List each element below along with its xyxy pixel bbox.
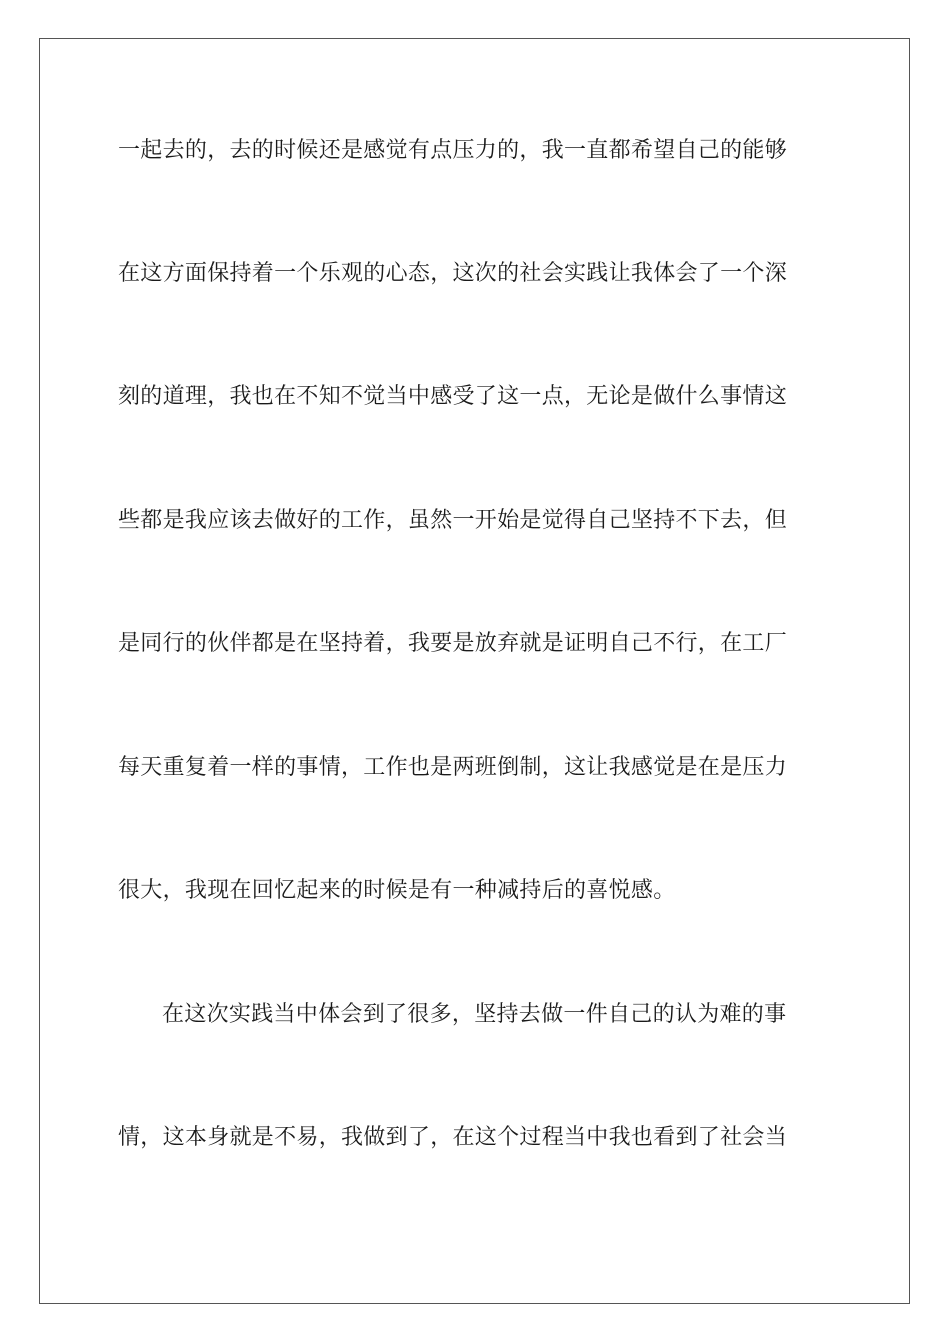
paragraph-line: 些都是我应该去做好的工作，虽然一开始是觉得自己坚持不下去，但 bbox=[118, 508, 788, 533]
paragraph-line: 情，这本身就是不易，我做到了，在这个过程当中我也看到了社会当 bbox=[118, 1125, 788, 1150]
page-border bbox=[39, 38, 910, 1304]
paragraph-line: 是同行的伙伴都是在坚持着，我要是放弃就是证明自己不行，在工厂 bbox=[118, 631, 788, 656]
paragraph-first-line: 在这次实践当中体会到了很多，坚持去做一件自己的认为难的事 bbox=[162, 1002, 787, 1027]
paragraph-line: 每天重复着一样的事情，工作也是两班倒制，这让我感觉是在是压力 bbox=[118, 755, 788, 780]
paragraph-line: 在这方面保持着一个乐观的心态，这次的社会实践让我体会了一个深 bbox=[118, 261, 788, 286]
paragraph-line: 刻的道理，我也在不知不觉当中感受了这一点，无论是做什么事情这 bbox=[118, 384, 788, 409]
paragraph-line: 一起去的，去的时候还是感觉有点压力的，我一直都希望自己的能够 bbox=[118, 138, 788, 163]
paragraph-line: 很大，我现在回忆起来的时候是有一种减持后的喜悦感。 bbox=[118, 878, 676, 903]
